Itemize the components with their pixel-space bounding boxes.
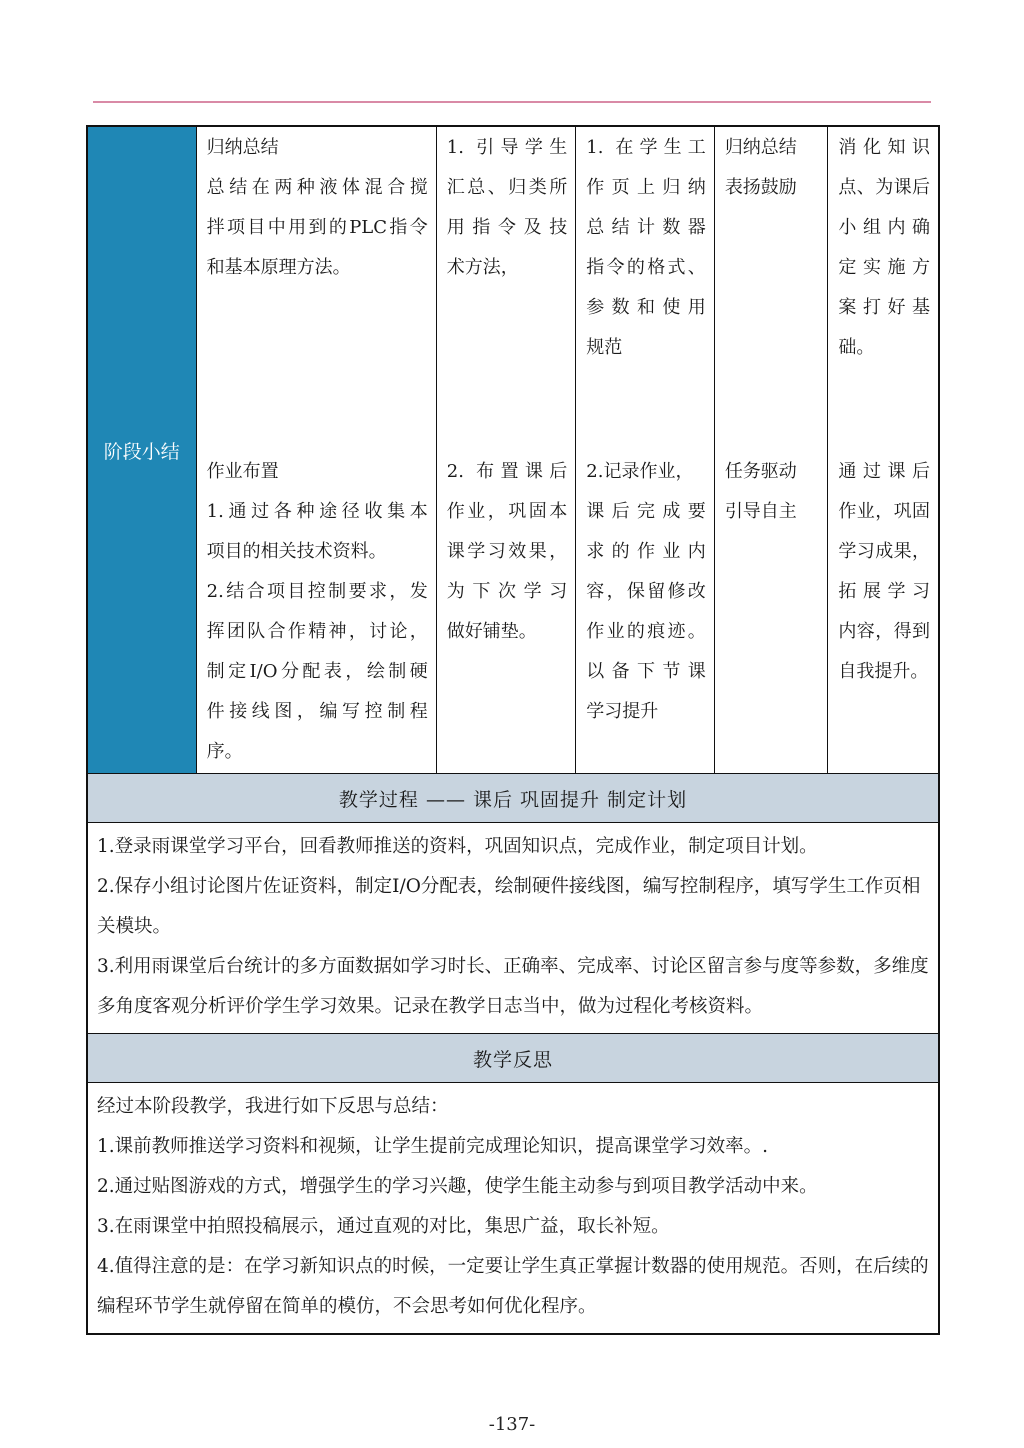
reflection-item: 4.值得注意的是：在学习新知识点的时候，一定要让学生真正掌握计数器的使用规范。否则，在后续的编程环节学生就停留在简单的模仿，不会思考如何优化程序。 xyxy=(97,1256,929,1317)
text-line: 学习提升 xyxy=(586,701,659,722)
page-number: -137- xyxy=(488,1414,536,1435)
process-header xyxy=(88,774,938,823)
text-line: 2. 布置课后 xyxy=(446,461,568,482)
text-line: 序。 xyxy=(206,741,243,762)
text-line: 消化知识 xyxy=(838,137,931,158)
student-activity-column xyxy=(576,127,715,773)
text-line: 以备下节课 xyxy=(586,661,706,682)
summary-teacher xyxy=(437,128,576,288)
homework-content xyxy=(197,452,436,772)
text-line: 1. 在学生工 xyxy=(586,137,706,158)
text-line: 作业布置 xyxy=(206,461,279,482)
text-line: 自我提升。 xyxy=(838,661,929,682)
text-line: 表扬鼓励 xyxy=(724,177,797,198)
text-line: 内容，得到 xyxy=(838,621,931,642)
text-line: 术方法， xyxy=(446,257,519,278)
homework-teacher xyxy=(437,452,576,652)
process-item: 3.利用雨课堂后台统计的多方面数据如学习时长、正确率、完成率、讨论区留言参与度等参数，多维度多角度客观分析评价学生学习效果。记录在教学日志当中，做为过程化考核资料。 xyxy=(97,956,929,1017)
content-column xyxy=(197,127,437,773)
reflection-item: 经过本阶段教学，我进行如下反思与总结： xyxy=(97,1096,449,1117)
process-item: 2.保存小组讨论图片佐证资料，制定I/O分配表，绘制硬件接线图，编写控制程序，填写学生工作页相关模块。 xyxy=(97,876,921,937)
text-line: 总结计数器 xyxy=(586,217,706,238)
process-block xyxy=(88,823,938,1034)
text-line: 规范 xyxy=(586,337,623,358)
text-line: 任务驱动 xyxy=(724,461,797,482)
reflection-item: 2.通过贴图游戏的方式，增强学生的学习兴趣，使学生能主动参与到项目教学活动中来。 xyxy=(97,1176,818,1197)
text-line: 案打好基 xyxy=(838,297,931,318)
stage-summary-row xyxy=(88,127,938,774)
text-line: 做好铺垫。 xyxy=(446,621,537,642)
text-line: 参数和使用 xyxy=(586,297,706,318)
text-line: 件接线图，编写控制程 xyxy=(206,701,428,722)
text-line: 拌项目中用到的PLC指令 xyxy=(206,217,428,238)
text-line: 求的作业内 xyxy=(586,541,706,562)
summary-content xyxy=(197,128,436,288)
text-line: 2.记录作业， xyxy=(586,461,694,482)
intent-column xyxy=(828,127,938,773)
text-line: 课后完成要 xyxy=(586,501,706,522)
text-line: 挥团队合作精神，讨论， xyxy=(206,621,428,642)
method-column xyxy=(715,127,829,773)
reflection-header-text: 教学反思 xyxy=(472,1048,553,1071)
teacher-activity-column xyxy=(437,127,577,773)
text-line: 容，保留修改 xyxy=(586,581,706,602)
text-line: 作业，巩固 xyxy=(838,501,931,522)
reflection-header xyxy=(88,1034,938,1083)
text-line: 2.结合项目控制要求，发 xyxy=(206,581,428,602)
reflection-item: 3.在雨课堂中拍照投稿展示，通过直观的对比，集思广益，取长补短。 xyxy=(97,1216,670,1237)
reflection-item: 1.课前教师推送学习资料和视频，让学生提前完成理论知识，提高课堂学习效率。. xyxy=(97,1136,769,1157)
lesson-table xyxy=(86,125,940,1335)
text-line: 1. 引导学生 xyxy=(446,137,568,158)
summary-intent xyxy=(828,128,938,368)
text-line: 指令的格式、 xyxy=(586,257,706,278)
text-line: 用指令及技 xyxy=(446,217,568,238)
homework-intent xyxy=(828,452,938,692)
text-line: 1.通过各种途径收集本 xyxy=(206,501,428,522)
text-line: 作业，巩固本 xyxy=(446,501,568,522)
text-line: 点、为课后 xyxy=(838,177,931,198)
summary-student xyxy=(576,128,714,368)
text-line: 引导自主 xyxy=(724,501,797,522)
stage-label: 阶段小结 xyxy=(88,127,197,773)
header-rule xyxy=(93,101,931,103)
reflection-block xyxy=(88,1083,938,1333)
text-line: 总结在两种液体混合搅 xyxy=(206,177,428,198)
homework-method xyxy=(715,452,828,532)
text-line: 为下次学习 xyxy=(446,581,568,602)
summary-method xyxy=(715,128,828,208)
text-line: 制定I/O分配表，绘制硬 xyxy=(206,661,428,682)
process-header-text: 教学过程 —— 课后 巩固提升 制定计划 xyxy=(338,788,688,811)
text-line: 汇总、归类所 xyxy=(446,177,568,198)
text-line: 课学习效果， xyxy=(446,541,568,562)
text-line: 和基本原理方法。 xyxy=(206,257,351,278)
text-line: 归纳总结 xyxy=(206,137,279,158)
text-line: 拓展学习 xyxy=(838,581,931,602)
homework-student xyxy=(576,452,714,732)
text-line: 定实施方 xyxy=(838,257,931,278)
text-line: 通过课后 xyxy=(838,461,931,482)
text-line: 项目的相关技术资料。 xyxy=(206,541,387,562)
text-line: 学习成果， xyxy=(838,541,931,562)
text-line: 归纳总结 xyxy=(724,137,797,158)
text-line: 作业的痕迹。 xyxy=(586,621,706,642)
text-line: 小组内确 xyxy=(838,217,931,238)
text-line: 作页上归纳 xyxy=(586,177,706,198)
process-item: 1.登录雨课堂学习平台，回看教师推送的资料，巩固知识点，完成作业，制定项目计划。 xyxy=(97,836,818,857)
text-line: 础。 xyxy=(838,337,875,358)
